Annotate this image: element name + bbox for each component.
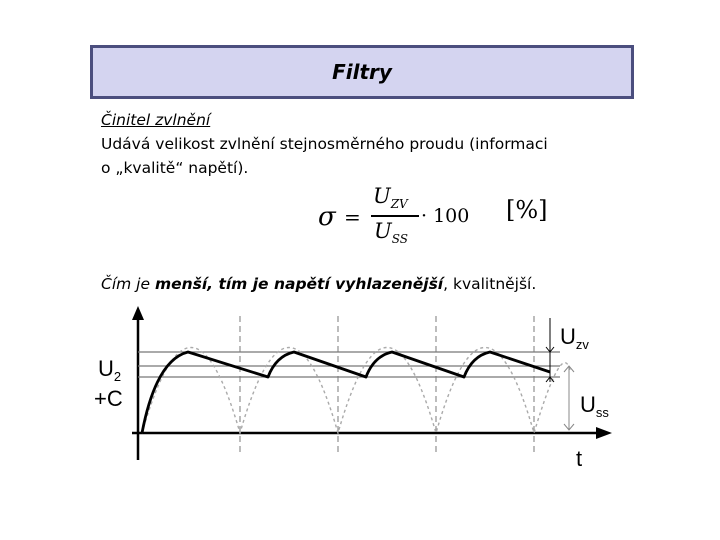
label-t: t	[576, 446, 583, 471]
description-line-1: Udává velikost zvlnění stejnosměrného proudu (informaci	[101, 135, 548, 153]
description-line-2: o „kvalitě“ napětí).	[101, 159, 249, 177]
conclusion-emphasis: menší, tím je napětí vyhlazenější	[154, 275, 444, 293]
title-box	[90, 45, 634, 99]
label-u2: $U_2$	[98, 356, 122, 384]
formula-unit: [%]	[506, 196, 548, 224]
conclusion-line	[101, 275, 536, 293]
section-heading: Činitel zvlnění	[101, 111, 211, 129]
label-plus-c: +C	[94, 386, 123, 411]
fraction-bar	[371, 215, 419, 217]
text-block	[101, 108, 641, 180]
ripple-factor-formula	[318, 184, 558, 250]
y-axis-arrow-icon	[132, 306, 144, 320]
ripple-waveform-diagram	[0, 300, 720, 480]
label-uss: $U_{ss}$	[580, 392, 609, 420]
label-uzv: $U_{zv}$	[560, 324, 589, 352]
slide-title: Filtry	[332, 60, 392, 84]
formula-sigma: σ	[318, 202, 336, 232]
rectified-sine-curve	[142, 348, 570, 434]
formula-equals: =	[344, 205, 361, 229]
formula-denominator: $U_{SS}$	[374, 219, 408, 247]
formula-numerator: $U_{ZV}$	[373, 184, 408, 212]
conclusion-suffix: , kvalitnější.	[443, 275, 537, 293]
conclusion-prefix: Čím je	[101, 275, 155, 293]
x-axis-arrow-icon	[596, 427, 612, 439]
formula-multiplier: · 100	[421, 205, 470, 227]
filtered-voltage-curve	[142, 352, 550, 433]
